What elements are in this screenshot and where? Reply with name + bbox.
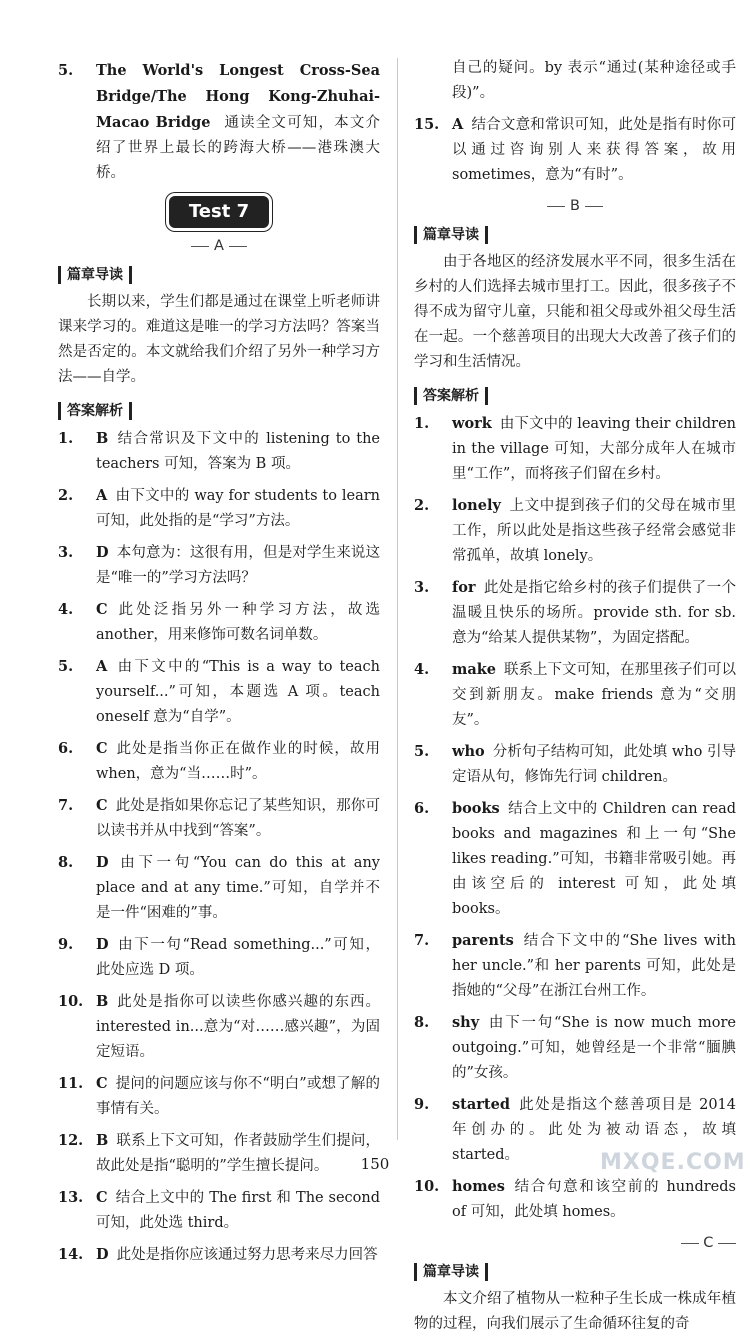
list-item	[58, 850, 380, 926]
answer: for	[452, 579, 476, 596]
item-number: 7.	[414, 932, 430, 949]
answer: D	[96, 854, 109, 871]
item-number: 5.	[58, 62, 74, 79]
list-item	[414, 928, 736, 1004]
answer: shy	[452, 1014, 480, 1031]
answer: C	[96, 1075, 108, 1092]
answer: D	[96, 936, 109, 953]
item-number: 3.	[58, 544, 74, 561]
item-number: 1.	[414, 415, 430, 432]
list-item	[414, 1010, 736, 1086]
item-explanation: 上文中提到孩子们的父母在城市里工作，所以此处是指这些孩子经常会感觉非常孤单，故填 lonely。	[452, 498, 736, 564]
guide-paragraph: 由于各地区的经济发展水平不同，很多生活在乡村的人们选择去城市里打工。因此，很多孩子不得不成为留守儿童，只能和祖父母或外祖父母生活在一起。一个慈善项目的出现大大改善了孩子们的学习和生活情况。	[414, 254, 736, 370]
item-number: 10.	[414, 1178, 440, 1195]
answer: lonely	[452, 497, 501, 514]
item-number: 6.	[58, 740, 74, 757]
item-explanation: 通读全文可知，本文介绍了世界上最长的跨海大桥——港珠澳大桥。	[96, 115, 381, 181]
column-divider	[397, 58, 398, 1140]
list-item	[58, 426, 380, 477]
answer: D	[96, 544, 109, 561]
analysis-label: 答案解析	[414, 387, 488, 405]
item-number: 7.	[58, 797, 74, 814]
list-item	[414, 112, 736, 188]
answer: parents	[452, 932, 514, 949]
item-number: 14.	[58, 1246, 84, 1263]
answer: make	[452, 661, 497, 678]
list-item	[58, 483, 380, 534]
item-number: 11.	[58, 1075, 84, 1092]
list-item	[58, 736, 380, 787]
item-number: 6.	[414, 800, 430, 817]
item-number: 5.	[414, 743, 430, 760]
answer: books	[452, 800, 500, 817]
list-item	[58, 654, 380, 730]
answer: C	[96, 1189, 108, 1206]
answer: B	[96, 993, 109, 1010]
list-item	[414, 493, 736, 569]
answer: homes	[452, 1178, 505, 1195]
answer: C	[96, 797, 108, 814]
list-item	[58, 540, 380, 591]
item-number: 12.	[58, 1132, 84, 1149]
item-explanation: 提问的问题应该与你不“明白”或想了解的事情有关。	[96, 1076, 380, 1117]
section-heading-a: A	[58, 238, 380, 254]
watermark: MXQE.COM	[600, 1150, 746, 1175]
answer: started	[452, 1096, 510, 1113]
list-item	[58, 932, 380, 983]
item-number: 5.	[58, 658, 74, 675]
item-explanation: 联系上下文可知，作者鼓励学生们提问，故此处是指“聪明的”学生擅长提问。	[96, 1133, 380, 1174]
item-number: 9.	[414, 1096, 430, 1113]
item-number: 10.	[58, 993, 84, 1010]
item-explanation: 此处是指当你正在做作业的时候，故用 when，意为“当……时”。	[96, 741, 380, 782]
list-item	[58, 1242, 380, 1268]
guide-label: 篇章导读	[58, 266, 132, 284]
list-item	[58, 793, 380, 844]
list-item	[414, 411, 736, 487]
left-column	[58, 58, 380, 1274]
guide-label: 篇章导读	[414, 1263, 488, 1281]
answer-list-a	[58, 426, 380, 1268]
item-number: 15.	[414, 116, 440, 133]
article-title: The World's Longest Cross-Sea Bridge/The Hong Kong-Zhuhai-Macao Bridge	[96, 62, 380, 131]
item-explanation: 此处是指你应该通过努力思考来尽力回答	[116, 1247, 378, 1263]
answer: B	[96, 1132, 109, 1149]
list-item	[414, 739, 736, 790]
item-explanation: 本句意为：这很有用，但是对学生来说这是“唯一的”学习方法吗？	[96, 545, 380, 586]
item-explanation: 结合文意和常识可知，此处是指有时你可以通过咨询别人来获得答案，故用 sometimes，意为“有时”。	[452, 117, 736, 183]
item-number: 1.	[58, 430, 74, 447]
item-explanation: 此处是指如果你忘记了某些知识，那你可以读书并从中找到“答案”。	[96, 798, 380, 839]
item-explanation: 此处是指这个慈善项目是 2014 年创办的。此处为被动语态，故填 started。	[452, 1097, 736, 1163]
item-number: 13.	[58, 1189, 84, 1206]
answer: work	[452, 415, 492, 432]
answer: B	[96, 430, 109, 447]
item-number: 4.	[58, 601, 74, 618]
item-explanation: 结合上文中的 The first 和 The second 可知，此处选 third。	[96, 1190, 380, 1231]
item-number: 9.	[58, 936, 74, 953]
list-item	[58, 989, 380, 1065]
list-item	[58, 1071, 380, 1122]
list-item-continuation	[414, 56, 736, 106]
item-explanation: 由下一句“You can do this at any place and at any time.”可知，自学并不是一件“困难的”事。	[96, 855, 380, 921]
item-explanation: 自己的疑问。by 表示“通过(某种途径或手段)”。	[452, 60, 736, 101]
item-explanation: 结合上文中的 Children can read books and magazines 和上一句“She likes reading.”可知，书籍非常吸引她。再由该空后的 interest 可知，此处填 books。	[452, 801, 736, 917]
answer: A	[96, 658, 108, 675]
guide-paragraph: 长期以来，学生们都是通过在课堂上听老师讲课来学习的。难道这是唯一的学习方法吗？答案当然是否定的。本文就给我们介绍了另外一种学习方法——自学。	[58, 294, 380, 385]
item-explanation: 由下一句“Read something...”可知，此处应选 D 项。	[96, 937, 380, 978]
item-explanation: 结合句意和该空前的 hundreds of 可知，此处填 homes。	[452, 1179, 736, 1220]
answer: D	[96, 1246, 109, 1263]
answer: who	[452, 743, 485, 760]
guide-paragraph: 本文介绍了植物从一粒种子生长成一株成年植物的过程，向我们展示了生命循环往复的奇	[414, 1291, 736, 1332]
item-explanation: 由下一句“She is now much more outgoing.”可知，她曾经是一个非常“腼腆的”女孩。	[452, 1015, 736, 1081]
item-number: 2.	[58, 487, 74, 504]
item-explanation: 由下文中的 leaving their children in the village 可知，大部分成年人在城市里“工作”，而将孩子们留在乡村。	[452, 416, 736, 482]
list-item	[414, 575, 736, 651]
list-item	[414, 796, 736, 922]
item-number: 8.	[414, 1014, 430, 1031]
test-title: Test 7	[169, 196, 269, 228]
list-item	[414, 657, 736, 733]
item-number: 3.	[414, 579, 430, 596]
item-explanation: 联系上下文可知，在那里孩子们可以交到新朋友。make friends 意为“交朋友”。	[452, 662, 737, 728]
item-number: 8.	[58, 854, 74, 871]
item-number: 4.	[414, 661, 430, 678]
item-explanation: 由下文中的 way for students to learn 可知，此处指的是“学习”方法。	[96, 488, 380, 529]
answer: C	[96, 740, 108, 757]
list-item	[58, 58, 380, 186]
item-number: 2.	[414, 497, 430, 514]
item-explanation: 此处是指它给乡村的孩子们提供了一个温暖且快乐的场所。provide sth. for sb. 意为“给某人提供某物”，为固定搭配。	[452, 580, 736, 646]
section-heading-b: B	[414, 198, 736, 214]
section-heading-c: C	[414, 1235, 736, 1251]
answer: C	[96, 601, 108, 618]
item-explanation: 结合下文中的“She lives with her uncle.”和 her parents 可知，此处是指她的“父母”在浙江台州工作。	[452, 933, 736, 999]
item-explanation: 由下文中的“This is a way to teach yourself...”可知，本题选 A 项。teach oneself 意为“自学”。	[96, 659, 380, 725]
item-explanation: 此处泛指另外一种学习方法，故选 another，用来修饰可数名词单数。	[96, 602, 380, 643]
guide-label: 篇章导读	[414, 226, 488, 244]
analysis-label: 答案解析	[58, 402, 132, 420]
answer-list-b	[414, 411, 736, 1225]
answer: A	[452, 116, 464, 133]
list-item	[58, 597, 380, 648]
answer: A	[96, 487, 108, 504]
item-explanation: 此处是指你可以读些你感兴趣的东西。interested in...意为“对……感兴趣”，为固定短语。	[96, 994, 380, 1060]
page-number: 150	[360, 1155, 390, 1173]
item-explanation: 结合常识及下文中的 listening to the teachers 可知，答案为 B 项。	[96, 431, 380, 472]
item-explanation: 分析句子结构可知，此处填 who 引导定语从句，修饰先行词 children。	[452, 744, 736, 785]
